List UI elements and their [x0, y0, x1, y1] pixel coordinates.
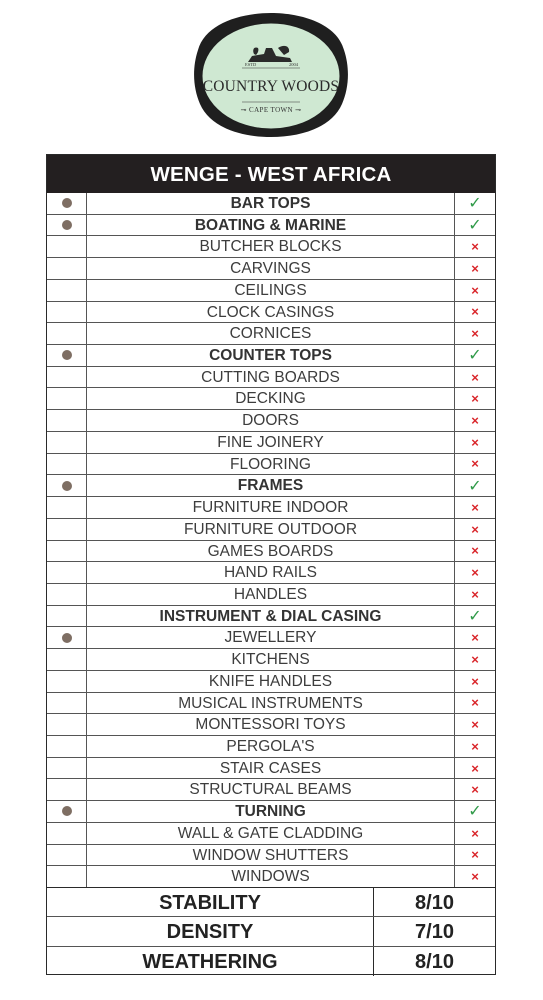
cross-icon: ×: [471, 630, 479, 646]
usage-name: GAMES BOARDS: [87, 541, 455, 562]
bullet-dot-icon: [62, 198, 72, 208]
usage-name: INSTRUMENT & DIAL CASING: [87, 606, 455, 627]
table-row: [47, 606, 495, 628]
bullet-cell: [47, 736, 87, 757]
bullet-cell: [47, 432, 87, 453]
suitability-cell: [455, 779, 495, 800]
cross-icon: ×: [471, 760, 479, 776]
cross-icon: ×: [471, 391, 479, 407]
table-row: [47, 475, 495, 497]
wood-usage-table: [46, 154, 496, 975]
usage-name: MONTESSORI TOYS: [87, 714, 455, 735]
bullet-cell: [47, 649, 87, 670]
suitability-cell: [455, 823, 495, 844]
property-row: [47, 947, 495, 977]
suitability-cell: [455, 736, 495, 757]
table-row: [47, 693, 495, 715]
usage-name: CUTTING BOARDS: [87, 367, 455, 388]
usage-name: WINDOW SHUTTERS: [87, 845, 455, 866]
table-row: [47, 302, 495, 324]
suitability-cell: [455, 801, 495, 822]
table-row: [47, 866, 495, 888]
cross-icon: ×: [471, 586, 479, 602]
property-value: 8/10: [415, 950, 454, 973]
table-title: WENGE - WEST AFRICA: [47, 155, 495, 193]
table-row: [47, 367, 495, 389]
check-icon: ✓: [468, 608, 482, 626]
suitability-cell: [455, 280, 495, 301]
usage-name: JEWELLERY: [87, 627, 455, 648]
suitability-cell: [455, 497, 495, 518]
table-row: [47, 584, 495, 606]
usage-name: FLOORING: [87, 454, 455, 475]
usage-name: HANDLES: [87, 584, 455, 605]
suitability-cell: [455, 519, 495, 540]
suitability-cell: [455, 693, 495, 714]
country-woods-logo: [192, 10, 350, 140]
cross-icon: ×: [471, 434, 479, 450]
properties-table: [47, 888, 495, 977]
bullet-cell: [47, 345, 87, 366]
table-row: [47, 519, 495, 541]
bullet-cell: [47, 823, 87, 844]
cross-icon: ×: [471, 651, 479, 667]
bullet-cell: [47, 714, 87, 735]
suitability-cell: [455, 584, 495, 605]
usage-name: FRAMES: [87, 475, 455, 496]
usage-name: STRUCTURAL BEAMS: [87, 779, 455, 800]
bullet-cell: [47, 606, 87, 627]
suitability-cell: [455, 193, 495, 214]
bullet-cell: [47, 236, 87, 257]
table-row: [47, 649, 495, 671]
logo-city-name: CAPE TOWN: [249, 106, 293, 114]
cross-icon: ×: [471, 261, 479, 277]
cross-icon: ×: [471, 565, 479, 581]
suitability-cell: [455, 671, 495, 692]
cross-icon: ×: [471, 239, 479, 255]
check-icon: ✓: [468, 347, 482, 365]
table-row: [47, 280, 495, 302]
check-icon: ✓: [468, 803, 482, 821]
table-row: [47, 345, 495, 367]
bullet-dot-icon: [62, 481, 72, 491]
suitability-cell: [455, 345, 495, 366]
usage-name: DOORS: [87, 410, 455, 431]
bullet-cell: [47, 410, 87, 431]
usage-name: MUSICAL INSTRUMENTS: [87, 693, 455, 714]
table-row: [47, 714, 495, 736]
usage-name: CEILINGS: [87, 280, 455, 301]
suitability-cell: [455, 236, 495, 257]
bullet-cell: [47, 584, 87, 605]
cross-icon: ×: [471, 825, 479, 841]
bullet-cell: [47, 497, 87, 518]
suitability-cell: [455, 475, 495, 496]
usage-name: CARVINGS: [87, 258, 455, 279]
usage-name: CLOCK CASINGS: [87, 302, 455, 323]
table-row: [47, 432, 495, 454]
table-row: [47, 671, 495, 693]
suitability-cell: [455, 258, 495, 279]
bullet-cell: [47, 302, 87, 323]
cross-icon: ×: [471, 456, 479, 472]
cross-icon: ×: [471, 847, 479, 863]
table-row: [47, 215, 495, 237]
bullet-dot-icon: [62, 806, 72, 816]
bullet-dot-icon: [62, 350, 72, 360]
table-row: [47, 562, 495, 584]
bullet-cell: [47, 779, 87, 800]
logo-brand-name: COUNTRY WOODS: [202, 78, 340, 95]
cross-icon: ×: [471, 326, 479, 342]
bullet-dot-icon: [62, 633, 72, 643]
suitability-cell: [455, 714, 495, 735]
usage-rows: [47, 193, 495, 888]
logo-badge-icon: [192, 10, 350, 140]
cross-icon: ×: [471, 782, 479, 798]
table-row: [47, 823, 495, 845]
property-label: STABILITY: [47, 888, 374, 917]
table-row: [47, 410, 495, 432]
cross-icon: ×: [471, 499, 479, 515]
table-row: [47, 323, 495, 345]
suitability-cell: [455, 388, 495, 409]
check-icon: ✓: [468, 217, 482, 235]
usage-name: CORNICES: [87, 323, 455, 344]
bullet-cell: [47, 801, 87, 822]
table-row: [47, 845, 495, 867]
cross-icon: ×: [471, 717, 479, 733]
cross-icon: ×: [471, 304, 479, 320]
usage-name: HAND RAILS: [87, 562, 455, 583]
bullet-cell: [47, 541, 87, 562]
usage-name: FURNITURE INDOOR: [87, 497, 455, 518]
property-label: DENSITY: [47, 917, 374, 946]
cross-icon: ×: [471, 282, 479, 298]
check-icon: ✓: [468, 195, 482, 213]
usage-name: BOATING & MARINE: [87, 215, 455, 236]
table-row: [47, 627, 495, 649]
logo-estd: ESTD: [245, 62, 257, 67]
table-row: [47, 454, 495, 476]
bullet-cell: [47, 671, 87, 692]
cross-icon: ×: [471, 369, 479, 385]
cross-icon: ×: [471, 869, 479, 885]
cross-icon: ×: [471, 413, 479, 429]
suitability-cell: [455, 541, 495, 562]
bullet-cell: [47, 388, 87, 409]
bullet-cell: [47, 693, 87, 714]
property-label: WEATHERING: [47, 947, 374, 977]
suitability-cell: [455, 758, 495, 779]
usage-name: WINDOWS: [87, 866, 455, 887]
hand-plane-icon: [248, 46, 292, 62]
cross-icon: ×: [471, 521, 479, 537]
property-value: 7/10: [415, 921, 454, 943]
suitability-cell: [455, 323, 495, 344]
usage-name: KNIFE HANDLES: [87, 671, 455, 692]
property-row: [47, 917, 495, 947]
table-row: [47, 758, 495, 780]
suitability-cell: [455, 606, 495, 627]
table-row: [47, 258, 495, 280]
table-row: [47, 541, 495, 563]
usage-name: WALL & GATE CLADDING: [87, 823, 455, 844]
usage-name: STAIR CASES: [87, 758, 455, 779]
suitability-cell: [455, 432, 495, 453]
usage-name: TURNING: [87, 801, 455, 822]
suitability-cell: [455, 627, 495, 648]
logo-year: 2004: [289, 62, 298, 67]
suitability-cell: [455, 866, 495, 887]
bullet-cell: [47, 627, 87, 648]
bullet-cell: [47, 845, 87, 866]
usage-name: BAR TOPS: [87, 193, 455, 214]
bullet-cell: [47, 454, 87, 475]
bullet-dot-icon: [62, 220, 72, 230]
cross-icon: ×: [471, 543, 479, 559]
suitability-cell: [455, 562, 495, 583]
table-row: [47, 236, 495, 258]
usage-name: FURNITURE OUTDOOR: [87, 519, 455, 540]
check-icon: ✓: [468, 477, 482, 495]
table-row: [47, 388, 495, 410]
usage-name: COUNTER TOPS: [87, 345, 455, 366]
bullet-cell: [47, 215, 87, 236]
suitability-cell: [455, 454, 495, 475]
bullet-cell: [47, 193, 87, 214]
bullet-cell: [47, 562, 87, 583]
cross-icon: ×: [471, 673, 479, 689]
suitability-cell: [455, 410, 495, 431]
bullet-cell: [47, 258, 87, 279]
cross-icon: ×: [471, 695, 479, 711]
bullet-cell: [47, 519, 87, 540]
suitability-cell: [455, 215, 495, 236]
usage-name: PERGOLA'S: [87, 736, 455, 757]
usage-name: KITCHENS: [87, 649, 455, 670]
suitability-cell: [455, 367, 495, 388]
bullet-cell: [47, 866, 87, 887]
suitability-cell: [455, 649, 495, 670]
usage-name: DECKING: [87, 388, 455, 409]
table-row: [47, 497, 495, 519]
table-row: [47, 801, 495, 823]
bullet-cell: [47, 280, 87, 301]
table-row: [47, 736, 495, 758]
logo-city: ⊸ CAPE TOWN ⊸: [240, 106, 302, 114]
table-row: [47, 193, 495, 215]
bullet-cell: [47, 367, 87, 388]
suitability-cell: [455, 845, 495, 866]
cross-icon: ×: [471, 738, 479, 754]
bullet-cell: [47, 758, 87, 779]
bullet-cell: [47, 475, 87, 496]
bullet-cell: [47, 323, 87, 344]
property-value: 8/10: [415, 891, 454, 914]
usage-name: FINE JOINERY: [87, 432, 455, 453]
suitability-cell: [455, 302, 495, 323]
table-row: [47, 779, 495, 801]
usage-name: BUTCHER BLOCKS: [87, 236, 455, 257]
property-row: [47, 888, 495, 918]
